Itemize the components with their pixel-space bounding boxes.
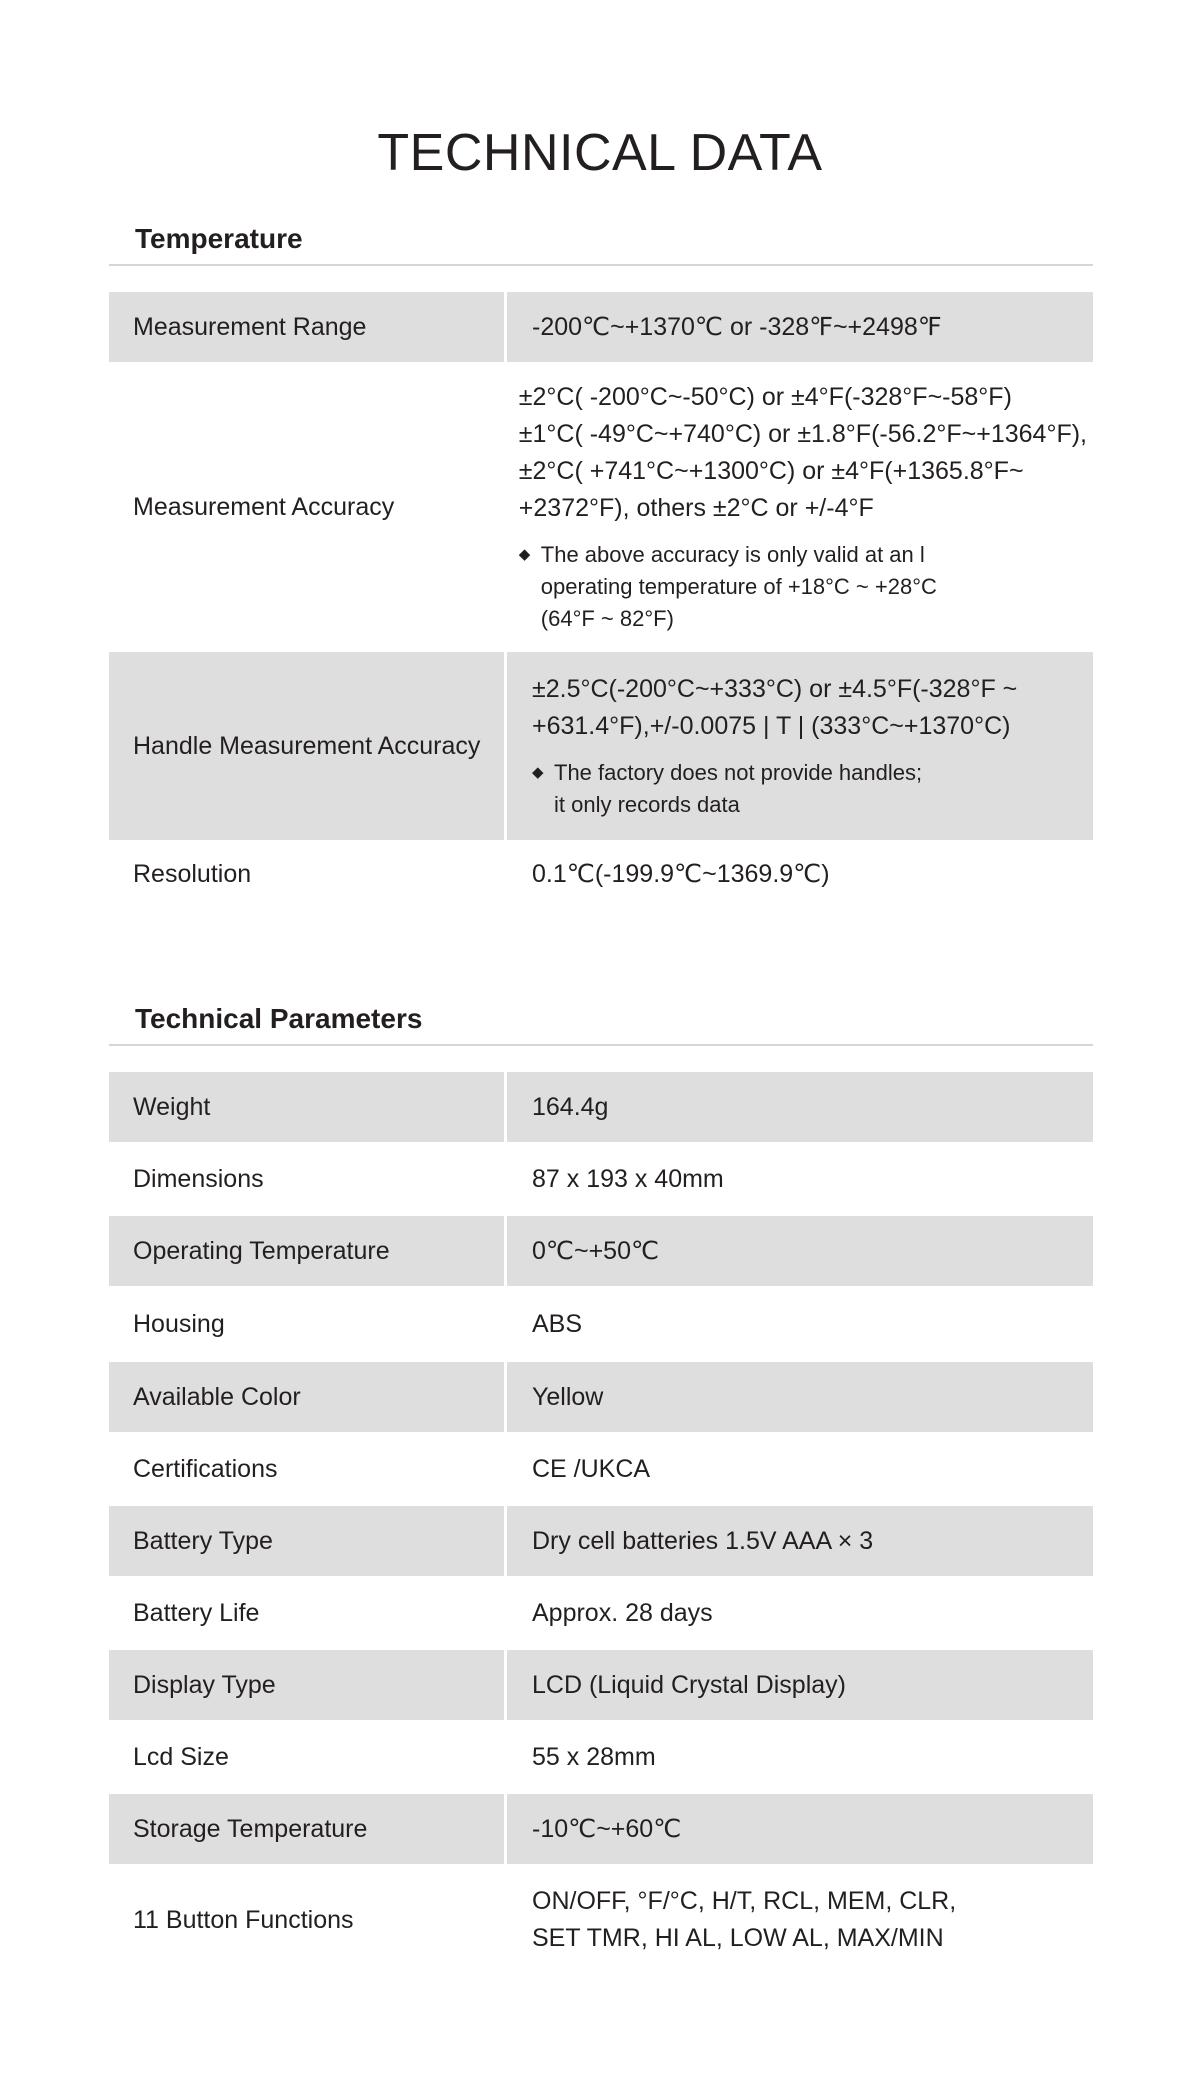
row-label: Dimensions bbox=[133, 1164, 264, 1193]
row-value bbox=[507, 1794, 1093, 1864]
row-value bbox=[507, 1142, 1093, 1216]
table-row bbox=[109, 1720, 1093, 1794]
value-line: ±2.5°C(-200°C~+333°C) or ±4.5°F(-328°F ~ bbox=[532, 675, 1018, 703]
row-value bbox=[507, 652, 1093, 840]
table-row bbox=[109, 1286, 1093, 1362]
row-label: Display Type bbox=[133, 1670, 276, 1699]
accuracy-note bbox=[532, 757, 1087, 821]
value-line: 55 x 28mm bbox=[532, 1742, 656, 1771]
row-label: 11 Button Functions bbox=[133, 1905, 354, 1934]
table-row bbox=[109, 652, 1093, 840]
value-line: 0.1℃(-199.9℃~1369.9℃) bbox=[532, 859, 830, 888]
row-label: Housing bbox=[133, 1309, 225, 1338]
value-line: 0℃~+50℃ bbox=[532, 1236, 660, 1265]
row-value bbox=[507, 1506, 1093, 1576]
row-value bbox=[507, 1864, 1093, 1976]
diamond-bullet-icon: ◆ bbox=[532, 764, 544, 781]
temperature-section bbox=[109, 218, 1093, 908]
row-label: Battery Life bbox=[133, 1598, 260, 1627]
value-line: -10℃~+60℃ bbox=[532, 1814, 682, 1843]
row-value bbox=[507, 840, 1093, 908]
section-heading: Temperature bbox=[135, 223, 303, 254]
value-line: ±2°C( +741°C~+1300°C) or ±4°F(+1365.8°F~ bbox=[518, 457, 1024, 485]
value-line: 87 x 193 x 40mm bbox=[532, 1164, 724, 1193]
table-row bbox=[109, 1864, 1093, 1976]
row-value bbox=[507, 1362, 1093, 1432]
row-value bbox=[507, 292, 1093, 362]
table-row bbox=[109, 292, 1093, 362]
temperature-table bbox=[109, 292, 1093, 908]
table-row bbox=[109, 1650, 1093, 1720]
row-value bbox=[507, 1216, 1093, 1286]
value-line: ABS bbox=[532, 1309, 583, 1338]
table-row bbox=[109, 1432, 1093, 1506]
value-line: Approx. 28 days bbox=[532, 1598, 713, 1627]
table-row bbox=[109, 1506, 1093, 1576]
table-row bbox=[109, 1216, 1093, 1286]
value-line: CE /UKCA bbox=[532, 1454, 651, 1483]
row-label: Available Color bbox=[133, 1382, 301, 1411]
page-title: TECHNICAL DATA bbox=[377, 123, 823, 182]
table-row bbox=[109, 1576, 1093, 1650]
row-label: Measurement Accuracy bbox=[133, 492, 395, 521]
row-label: Handle Measurement Accuracy bbox=[133, 731, 481, 760]
table-row bbox=[109, 1794, 1093, 1864]
note-line: it only records data bbox=[554, 792, 740, 817]
note-text bbox=[541, 539, 937, 635]
table-row bbox=[109, 1362, 1093, 1432]
row-label: Resolution bbox=[133, 859, 252, 888]
row-value bbox=[507, 1072, 1093, 1142]
value-line: ±1°C( -49°C~+740°C) or ±1.8°F(-56.2°F~+1364°F), bbox=[518, 420, 1087, 448]
table-row bbox=[109, 840, 1093, 908]
value-line: +2372°F), others ±2°C or +/-4°F bbox=[518, 494, 874, 522]
row-label: Battery Type bbox=[133, 1526, 273, 1555]
row-value bbox=[507, 1576, 1093, 1650]
diamond-bullet-icon: ◆ bbox=[518, 546, 531, 563]
section-heading: Technical Parameters bbox=[135, 1003, 423, 1034]
row-value bbox=[507, 1650, 1093, 1720]
note-text bbox=[554, 757, 922, 821]
table-row bbox=[109, 362, 1093, 652]
table-row bbox=[109, 1142, 1093, 1216]
value-line: -200℃~+1370℃ or -328℉~+2498℉ bbox=[532, 312, 942, 341]
row-label: Measurement Range bbox=[133, 312, 367, 341]
row-value bbox=[507, 1432, 1093, 1506]
note-line: (64°F ~ 82°F) bbox=[540, 606, 674, 631]
technical-parameters-section bbox=[109, 998, 1093, 1976]
value-line: ±2°C( -200°C~-50°C) or ±4°F(-328°F~-58°F) bbox=[518, 383, 1012, 411]
note-line: operating temperature of +18°C ~ +28°C bbox=[540, 574, 937, 599]
row-value bbox=[507, 1720, 1093, 1794]
row-value bbox=[494, 362, 1093, 652]
value-line: 164.4g bbox=[532, 1092, 609, 1121]
table-row bbox=[109, 1072, 1093, 1142]
row-label: Lcd Size bbox=[133, 1742, 229, 1771]
section-divider bbox=[109, 1044, 1093, 1046]
value-line: Yellow bbox=[532, 1382, 604, 1411]
note-line: The factory does not provide handles; bbox=[554, 760, 923, 785]
value-line: Dry cell batteries 1.5V AAA × 3 bbox=[532, 1526, 874, 1555]
row-value bbox=[507, 1286, 1093, 1362]
row-label: Certifications bbox=[133, 1454, 278, 1483]
accuracy-note bbox=[519, 539, 1087, 635]
row-label: Weight bbox=[133, 1092, 211, 1121]
value-line: +631.4°F),+/-0.0075 | T | (333°C~+1370°C) bbox=[532, 712, 1011, 740]
value-line: SET TMR, HI AL, LOW AL, MAX/MIN bbox=[532, 1924, 944, 1952]
section-divider bbox=[109, 264, 1093, 266]
row-label: Storage Temperature bbox=[133, 1814, 368, 1843]
row-label: Operating Temperature bbox=[133, 1236, 390, 1265]
value-line: ON/OFF, °F/°C, H/T, RCL, MEM, CLR, bbox=[532, 1887, 957, 1915]
technical-parameters-table bbox=[109, 1072, 1093, 1976]
value-line: LCD (Liquid Crystal Display) bbox=[532, 1670, 846, 1699]
note-line: The above accuracy is only valid at an l bbox=[540, 542, 925, 567]
